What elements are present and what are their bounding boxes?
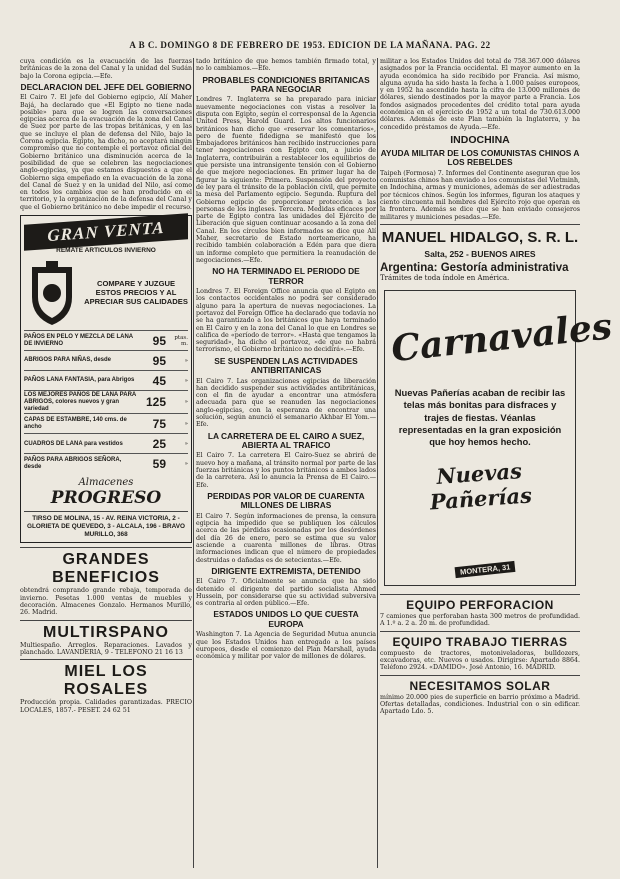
article-text: Washington 7. La Agencia de Seguridad Mutua anuncia que los Estados Unidos han entregado a los países europeos, desde el comienzo del Plan Marshall, ayuda económica y militar por valor de millones de dólares.: [196, 631, 376, 661]
price-description: LOS MEJORES PAÑOS DE LANA PARA ABRIGOS, colores nuevos y gran variedad: [24, 392, 137, 412]
ad-heading: Argentina: Gestoría administrativa: [380, 261, 569, 274]
ad-title: NECESITAMOS SOLAR: [409, 678, 551, 693]
carnavales-ad: [384, 290, 615, 586]
ad-text: 7 camiones que perforaban hasta 300 metros de profundidad. A 1.º a. 2 a. 20 m. de profundidad.: [380, 613, 580, 628]
price-value: 125: [145, 395, 166, 410]
ad-title: GRANDES BENEFICIOS: [52, 551, 160, 587]
ad-title: EQUIPO PERFORACION: [406, 598, 554, 613]
price-description: CUADROS DE LANA para vestidos: [24, 440, 123, 447]
price-unit: ptas. m.: [174, 334, 188, 347]
article-heading: LA CARRETERA DE EL CAIRO A SUEZ, ABIERTA AL TRAFICO: [207, 430, 365, 451]
article-heading: INDOCHINA: [450, 133, 510, 146]
column-rule: [377, 58, 378, 868]
article-text: tado británico de que hemos también firmado total, y no lo cambiamos.—Efe.: [196, 58, 376, 73]
ad-address-tag: MONTERA, 31: [455, 561, 516, 578]
price-description: PAÑOS EN PELO Y MEZCLA DE LANA DE INVIERNO: [24, 333, 133, 347]
price-description: CAPAS DE ESTAMBRE, 140 cms. de ancho: [24, 417, 127, 430]
ad-title: EQUIPO TRABAJO TIERRAS: [392, 634, 568, 649]
store-name: PROGRESO: [50, 488, 162, 509]
column-middle: [196, 58, 376, 868]
ad-title: MULTIRSPANO: [43, 623, 169, 641]
article-heading: DECLARACION DEL JEFE DEL GOBIERNO: [20, 81, 192, 92]
price-description: PAÑOS PARA ABRIGOS SEÑORA, desde: [24, 457, 122, 470]
ad-compare-text: COMPARE Y JUZGUE ESTOS PRECIOS Y AL APRECIAR SUS CALIDADES: [84, 278, 188, 306]
article-text: El Cairo 7. Las organizaciones egipcias de liberación han decidido suspender sus actividades antibritánicas, con el fin de ayudar a encontrar una atmósfera adecuada para que se reanuden las negociaciones anglo-egipcias, con la esperanza de encontrar una solución, según anunció el semanario Akhbar El Yom.—Efe.: [196, 377, 376, 429]
price-row: [24, 390, 188, 413]
price-row: [24, 433, 188, 453]
price-description: ABRIGOS PARA NIÑAS, desde: [24, 357, 112, 364]
ad-title: GRAN VENTA: [24, 213, 188, 250]
ad-title: MIEL LOS ROSALES: [63, 663, 149, 699]
price-description: PAÑOS LANA FANTASIA, para Abrigos: [24, 377, 135, 384]
ad-title: MANUEL HIDALGO, S. R. L.: [381, 228, 579, 246]
price-value: 95: [152, 353, 166, 368]
page-header: A B C. DOMINGO 8 DE FEBRERO DE 1953. EDICION DE LA MAÑANA. PAG. 22: [129, 40, 491, 50]
article-subheading: AYUDA MILITAR DE LOS COMUNISTAS CHINOS A LOS REBELDES: [380, 147, 580, 168]
gran-venta-ad: [20, 215, 192, 543]
ad-text: Producción propia. Calidades garantizadas. PRECIO LOCALES, 1857.- PESET. 24 62 51: [20, 699, 192, 714]
column-left: [20, 58, 192, 868]
article-heading: ESTADOS UNIDOS LO QUE CUESTA EUROPA: [213, 609, 359, 629]
article-heading: PROBABLES CONDICIONES BRITANICAS PARA NEGOCIAR: [202, 74, 370, 94]
ad-text: Multiespaño. Arreglos. Reparaciones. Lavados y planchado. LAVANDERIA, 9 - TELEFONO 21 16 13: [20, 641, 192, 656]
price-unit: »: [184, 399, 188, 406]
article-text: Londres 7. Inglaterra se ha preparado para iniciar nuevamente negociaciones con vistas a resolver la disputa con Egipto, según el corresponsal de la Agencia United Press, Harold Guard. Los altos funcionarios británicos han dicho que «reservar los comentarios», pero de fuente fidedigna se manifestó que los Embajadores británicos han recibido instrucciones para tener negociaciones con Egipto con, a juicio de Inglaterra, contribuirán a restablecer los equilibrios de que persiste una intransigente tensión con el Gobierno de que mejore negociaciones. En primer lugar ha de figurar la siguiente: Primera. Suspensión del proyecto de ley para el tránsito de la población civil, que permite la mesa del Parlamento egipcio. Segunda. Ruptura del Gobierno egipcio de proporcionar protección a las personas de los ingleses. Tercera. Medidas eficaces por parte de Egipto contra las unidades del Ejército de Liberación que siguen continuar acosando a la zona del Canal. En los círculos bien informados se dice que Alí Maher, secretario de Estado norteamericano, ha recibido también colaboración a Edén para que diera un informe completo que permitiera la reanudación de negociaciones.—Efe.: [196, 96, 376, 264]
crest-icon: [24, 257, 80, 327]
ad-text: obtendrá comprando grande rebaja, temporada de invierno. Pesetas 1.000 ventas de muebles y decoración. Almacenes Gonzalo. Hermanos Murillo, 26. Madrid.: [20, 587, 192, 617]
price-unit: »: [184, 420, 188, 427]
price-value: 25: [152, 436, 166, 451]
ad-title: Carnavales: [389, 305, 615, 371]
price-value: 95: [152, 333, 166, 348]
article-text: El Cairo 7. El jefe del Gobierno egipcio, Alí Maher Bajá, ha declarado que «El Egipto no tiene nada posible» para que se logren las conversaciones egipcias acerca de la evacuación de la zona del Canal de Suez por parte de las tropas británicas, y en las que se incluye el plan de defensa del Nilo, bajo la Corona egipcia. Egipto, ha dicho, no aceptará ningún compromiso que no contemple el portavoz oficial del Gobierno británico una disminución acerca de la posibilidad de que se celebren las negociaciones anglo-egipcias, ya que estamos dispuestos a que el Gobierno siga empeñado en la evacuación de la zona del Canal de Suez y en la unidad del Nilo, así como en todos los cambios que se han producido en el territorio, y la organización de la defensa del Canal y que el Gobierno británico no debe impedir el recurso.: [20, 94, 192, 211]
price-unit: »: [184, 357, 188, 364]
column-rule: [193, 58, 194, 868]
ad-address: Salta, 252 - BUENOS AIRES: [424, 248, 536, 259]
ad-text: compuesto de tractores, motoniveladoras, bulldozers, excavadoras, etc. Nuevos o usados. Dirigirse: Apartado 8864. Teléfono 2924. «DAMIDO». José Antonio, 16. MADRID.: [380, 649, 580, 672]
price-unit: »: [184, 440, 188, 447]
brand-logo: Nuevas Pañerías: [429, 457, 533, 515]
price-value: 75: [152, 416, 166, 431]
column-right: [380, 58, 615, 868]
price-row: [24, 413, 188, 433]
price-row: [24, 453, 188, 473]
article-heading: SE SUSPENDEN LAS ACTIVIDADES ANTIBRITANICAS: [214, 355, 358, 376]
price-row: [24, 370, 188, 390]
article-text: cuya condición es la evacuación de las fuerzas británicas de la zona del Canal y la unidad del Sudán bajo la Corona egipcia.—Efe.: [20, 58, 192, 80]
article-text: Londres 7. El Foreign Office anuncia que el Egipto en los contactos occidentales no podrá ser considerado alguno para la apertura de nuevas negociaciones. La portavoz del Foreign Office ha declarado que todavía no se ha garantizado a los británicos que haya terminado en El Cairo y en la zona del Canal lo que en Londres se califica de «período de terror». «Hasta que tengamos la seguridad», ha dicho el portavoz, «de que no habrá terrorismo, el Gobierno británico no decidirá».—Efe.: [196, 288, 376, 354]
price-row: [24, 350, 188, 370]
ad-text: mínimo 20.000 pies de superficie en barrio próximo a Madrid. Ofertas detalladas, condiciones. Industrial con o sin edificar. Apartado Ldo. 5.: [380, 693, 580, 716]
article-heading: PERDIDAS POR VALOR DE CUARENTA MILLONES DE LIBRAS: [207, 490, 365, 511]
article-text: El Cairo 7. Oficialmente se anuncia que ha sido detenido el dirigente del partido socialista Ahmed Hussein, por considerarse que su actividad subversiva es contraria al orden público.—Efe.: [196, 578, 376, 608]
ad-subtitle: REMATE ARTICULOS INVIERNO: [56, 247, 156, 255]
article-text: El Cairo 7. La carretera El Cairo-Suez se abrirá de nuevo hoy a mañana, al tránsito normal por parte de las fuerzas británicas y los puntos británicos a ambos lados de la carretera. Así lo anuncia la Prensa de El Cairo.—Efe.: [196, 452, 376, 489]
article-text: El Cairo 7. Según informaciones de prensa, la censura egipcia ha impedido que se publiquen los cálculos acerca de las pérdidas ocasionadas por los desórdenes del día 26 de enero, pero se estima que su valor asciende a cuarenta millones de libras. Otras informaciones indican que el número de propiedades destruidas o dañadas es de setecientas.—Efe.: [196, 512, 376, 564]
price-unit: »: [184, 460, 188, 467]
article-text: Taipeh (Formosa) 7. Informes del Continente aseguran que los comunistas chinos han enviado a los comunistas del Vietminh, en Indochina, armas y municiones, además de ser adiestradas por técnicos chinos. Según los informes, figuran los ataques y ciento cincuenta mil hombres del Ejército rojo que operan en la frontera. Además se dice que se han enviado consejeros militares y municiones pesadas.—Efe.: [380, 169, 580, 221]
article-heading: DIRIGENTE EXTREMISTA, DETENIDO: [211, 565, 361, 576]
article-text: militar a los Estados Unidos del total de 758.367.000 dólares asignados por la Francia occidental. El mayor aumento en la ayuda económica ha sido recibido por Francia. Así mismo, alguna ayuda ha sido hasta la fecha a 1.000 países europeos, y en 1952 ha ascendido hasta la cifra de 13.000 millones de dólares, siendo destinados por la mayor parte a Francia. Los fondos asignados procedentes del crédito total para ayuda económica en el ejercicio de 1952 a un total de 730.613.000 dólares. Además de este Plan también la Inglaterra, y ha concedido préstamos de Ayuda.—Efe.: [380, 58, 580, 131]
store-address: TIRSO DE MOLINA, 15 - AV. REINA VICTORIA, 2 - GLORIETA DE QUEVEDO, 3 - ALCALA, 196 - BRAVO MURILLO, 368: [26, 515, 185, 539]
price-value: 59: [152, 456, 166, 471]
price-list: [24, 330, 188, 473]
price-row: [24, 330, 188, 350]
price-unit: »: [184, 377, 188, 384]
store-label: Almacenes: [78, 477, 134, 489]
ad-text: Nuevas Pañerías acaban de recibir las telas más bonitas para disfraces y trajes de fiestas. Véanlas representadas en la gran exposición que hoy hemos hecho.: [394, 387, 566, 448]
price-value: 45: [152, 373, 166, 388]
article-heading: NO HA TERMINADO EL PERIODO DE TERROR: [212, 266, 360, 286]
ad-text: Trámites de toda índole en América.: [380, 273, 510, 282]
